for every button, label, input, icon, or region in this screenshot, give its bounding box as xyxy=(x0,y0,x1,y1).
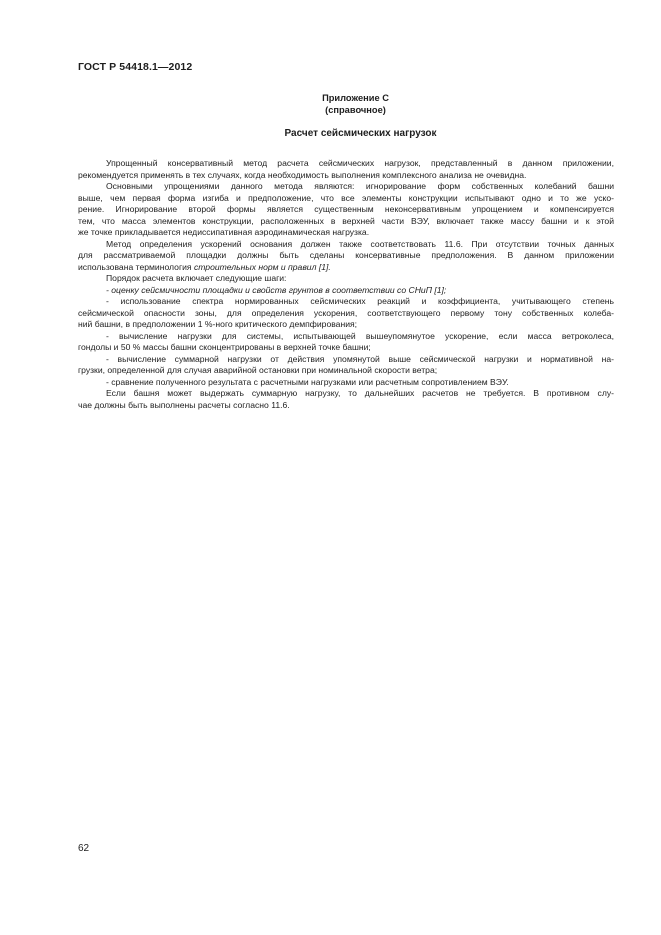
text-line: Если башня может выдержать суммарную нагрузку, то дальнейших расчетов не требуется. В противном слу- xyxy=(106,388,614,398)
text-line xyxy=(78,262,614,274)
text-line: тем, что масса элементов конструкции, расположенных в верхней части ВЭУ, включает также массу башни и к этой xyxy=(78,215,614,226)
text-line: сейсмической опасности зоны, для определения ускорения, соответствующего первому тону собственных колеба- xyxy=(78,307,614,318)
page-number: 62 xyxy=(78,843,90,854)
text-line: рение. Игнорирование второй формы является существенным неконсервативным упрощением и компенсируется xyxy=(78,204,614,214)
text-line: чае должны быть выполнены расчеты согласно 11.6. xyxy=(78,399,290,410)
section-title-block xyxy=(0,128,661,139)
text-line: грузки, определенной для случая аварийной остановки при номинальной скорости ветра; xyxy=(78,365,438,375)
document-code: ГОСТ Р 54418.1—2012 xyxy=(78,61,193,73)
text-line: для рассматриваемой площадки должны быть сделаны консервативные предположения. В данном приложении xyxy=(78,250,614,260)
text-line: - использование спектра нормированных сейсмических реакций и коэффициента, учитывающего степень xyxy=(106,296,614,306)
body-text xyxy=(78,158,614,411)
text-line: рекомендуется применять в тех случаях, когда необходимость выполнения комплексного анализа не очевидна. xyxy=(78,169,527,180)
appendix-heading xyxy=(0,92,661,116)
text-line: - оценку сейсмичности площадки и свойств грунтов в соответствии со СНиП [1]; xyxy=(106,284,447,295)
text-line: Упрощенный консервативный метод расчета сейсмических нагрузок, представленный в данном приложении, xyxy=(106,158,614,168)
text-line: выше, чем первая форма изгиба и предположение, что все элементы конструкции испытывают одно и то же уско- xyxy=(78,192,614,203)
text-line: Метод определения ускорений основания должен также соответствовать 11.6. При отсутствии точных данных xyxy=(106,238,614,249)
appendix-title: Приложение С xyxy=(322,93,389,103)
section-title: Расчет сейсмических нагрузок xyxy=(284,128,437,139)
appendix-subtitle: (справочное) xyxy=(325,105,386,115)
text-run: использована терминология xyxy=(78,261,194,272)
text-line: же точке прикладывается недиссипативная аэродинамическая нагрузка. xyxy=(78,227,370,237)
text-line: Порядок расчета включает следующие шаги: xyxy=(106,273,287,283)
text-line: - вычисление суммарной нагрузки от действия упомянутой выше сейсмической нагрузки и нормативной на- xyxy=(106,353,614,364)
text-line: - вычисление нагрузки для системы, испытывающей вышеупомянутое ускорение, если масса ветроколеса, xyxy=(106,330,614,341)
text-line: Основными упрощениями данного метода являются: игнорирование форм собственных колебаний башни xyxy=(106,181,614,191)
text-line: ний башни, в предположении 1 %-ного критического демпфирования; xyxy=(78,319,358,329)
text-run-italic: строительных норм и правил [1]. xyxy=(193,261,331,272)
text-line: - сравнение полученного результата с расчетными нагрузками или расчетным сопротивлением ВЭУ. xyxy=(106,376,509,387)
text-line: гондолы и 50 % массы башни сконцентрированы в верхней точке башни; xyxy=(78,342,371,352)
